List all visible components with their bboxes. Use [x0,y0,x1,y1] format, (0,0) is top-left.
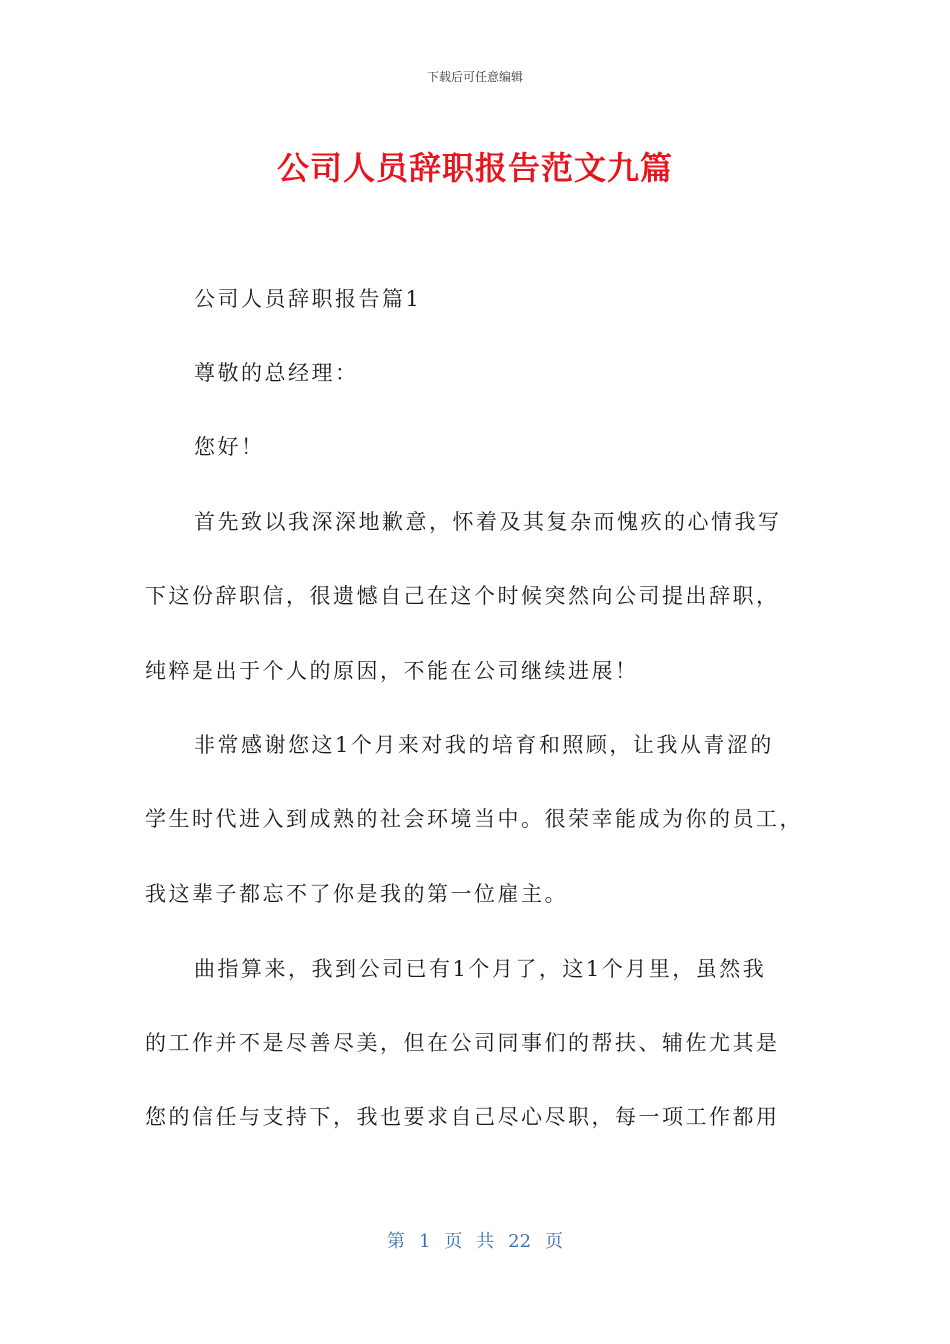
paragraph-line: 您的信任与支持下，我也要求自己尽心尽职，每一项工作都用 [145,1105,780,1129]
paragraph-line: 学生时代进入到成熟的社会环境当中。很荣幸能成为你的员工， [145,807,803,831]
paragraph-line: 下这份辞职信，很遗憾自己在这个时候突然向公司提出辞职， [145,584,780,608]
page-footer [0,1227,950,1253]
footer-middle: 页 共 [444,1231,495,1252]
salutation: 尊敬的总经理： [194,361,359,385]
paragraph-line: 曲指算来，我到公司已有1个月了，这1个月里，虽然我 [194,957,767,981]
footer-total-pages: 22 [508,1231,532,1252]
footer-suffix: 页 [545,1231,564,1252]
section-heading: 公司人员辞职报告篇1 [194,287,422,311]
paragraph-line: 我这辈子都忘不了你是我的第一位雇主。 [145,882,568,906]
greeting: 您好！ [194,435,265,459]
footer-page-number: 1 [418,1231,431,1252]
paragraph-line: 非常感谢您这1个月来对我的培育和照顾，让我从青涩的 [194,733,774,757]
paragraph-line: 纯粹是出于个人的原因，不能在公司继续进展！ [145,659,639,683]
paragraph-line: 的工作并不是尽善尽美，但在公司同事们的帮扶、辅佐尤其是 [145,1031,780,1055]
header-note: 下载后可任意编辑 [426,70,523,84]
paragraph-line: 首先致以我深深地歉意，怀着及其复杂而愧疚的心情我写 [194,510,782,534]
footer-prefix: 第 [386,1231,405,1252]
document-title: 公司人员辞职报告范文九篇 [276,149,673,187]
